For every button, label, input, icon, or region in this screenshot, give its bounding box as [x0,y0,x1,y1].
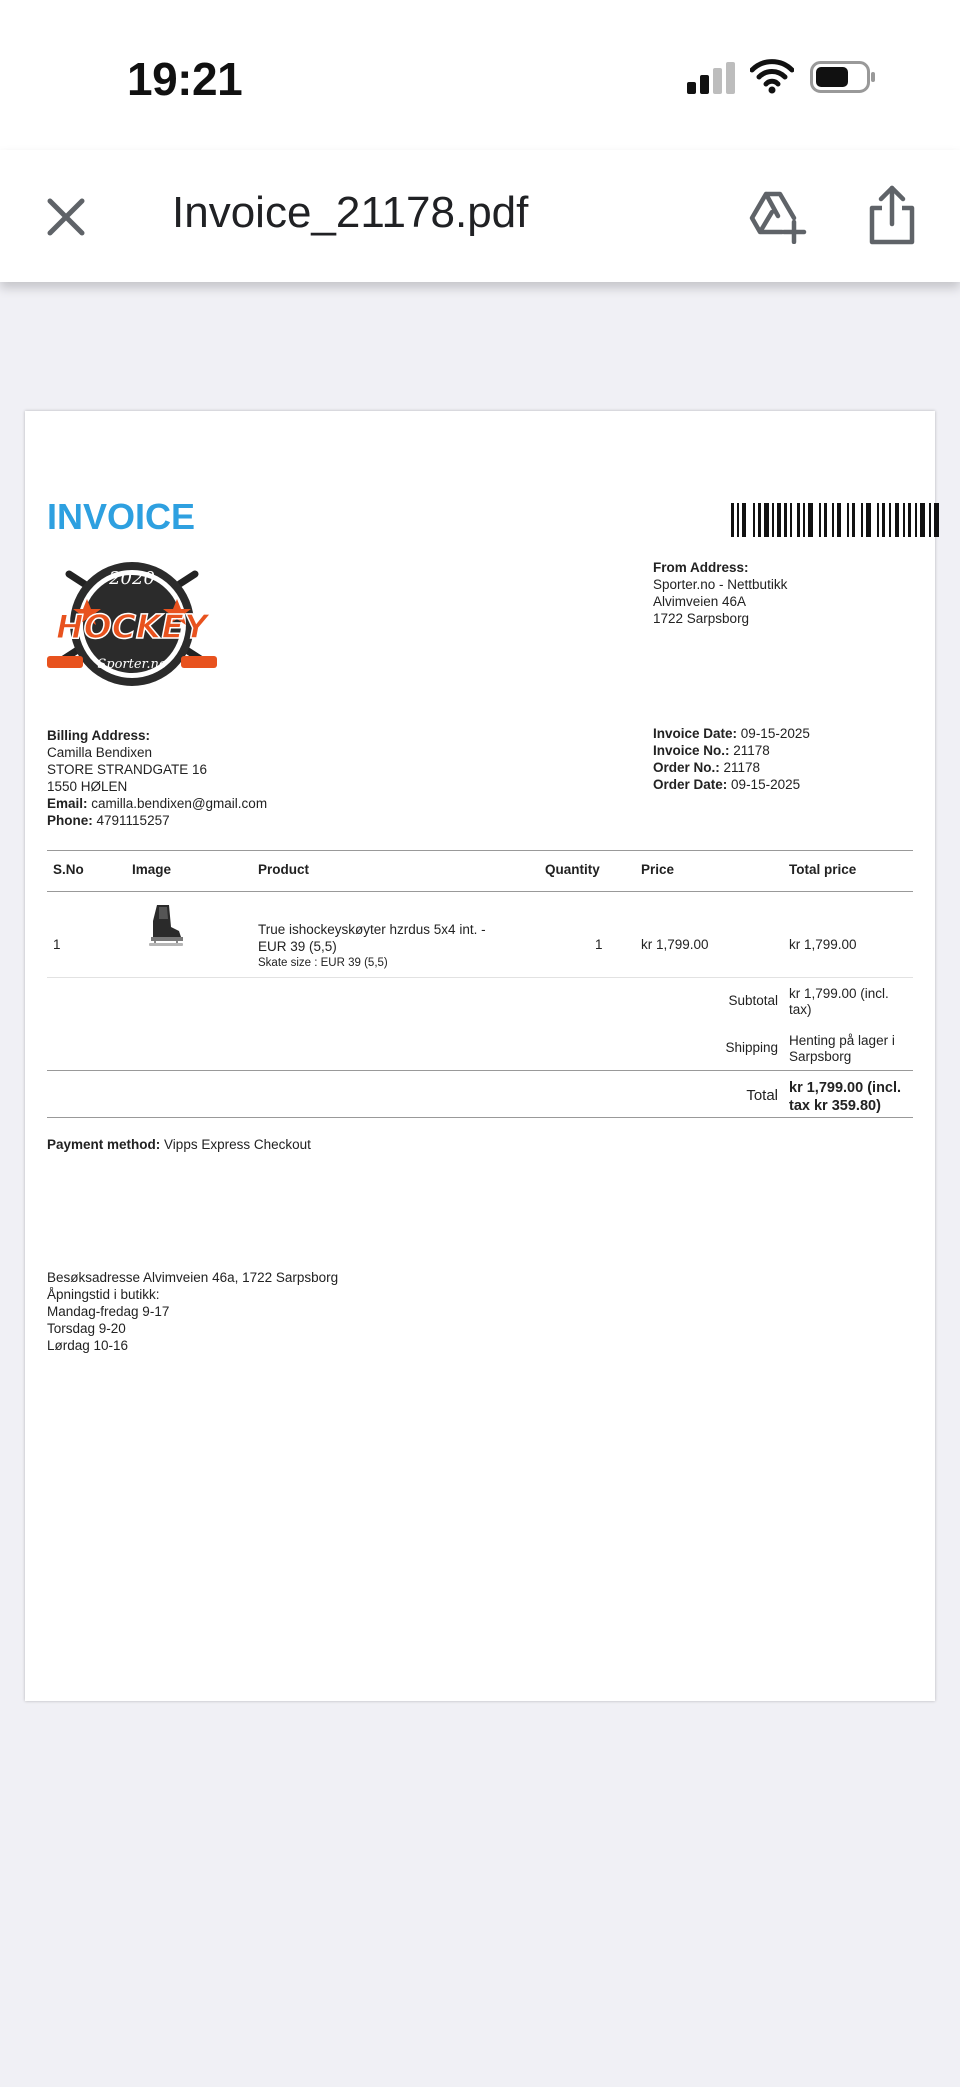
invoice-meta [653,725,913,793]
logo-site: Sporter.no [97,657,167,672]
invoice-heading: INVOICE [47,496,196,537]
battery-icon [810,61,876,93]
payment-value: Vipps Express Checkout [164,1137,311,1152]
table-row [47,905,913,975]
total-label: Total [746,1087,778,1104]
subtotal-value [789,986,913,1018]
barcode [731,503,939,537]
row-price: kr 1,799.00 [641,937,709,952]
product-name-line1: True ishockeyskøyter hzrdus 5x4 int. - [258,922,486,937]
invoice-date: 09-15-2025 [740,726,810,741]
close-icon[interactable] [44,195,88,239]
billing-name: Camilla Bendixen [47,745,153,760]
from-label: From Address: [653,560,749,575]
shipping-label: Shipping [725,1040,778,1055]
footer-hours-weekdays: Mandag-fredag 9-17 [47,1304,170,1319]
header-total-price: Total price [789,862,857,877]
order-date-label: Order Date: [653,777,728,792]
invoice-no-label: Invoice No.: [653,743,730,758]
email-label: Email: [47,796,88,811]
shipping-value [789,1033,913,1065]
row-quantity: 1 [595,937,603,952]
footer-hours-thursday: Torsdag 9-20 [47,1321,126,1336]
billing-street: STORE STRANDGATE 16 [47,762,208,777]
total-rule [47,1117,913,1118]
wifi-icon [750,58,794,94]
footer-hours-label: Åpningstid i butikk: [47,1287,160,1302]
billing-label: Billing Address: [47,728,151,743]
row-total: kr 1,799.00 [789,937,857,952]
pdf-page [25,411,935,1701]
header-price: Price [641,862,675,877]
row-product[interactable] [258,921,486,972]
billing-email: camilla.bendixen@gmail.com [91,796,268,811]
from-address [653,559,913,627]
billing-city: 1550 HØLEN [47,779,128,794]
pdf-viewer-toolbar [0,150,960,282]
phone-label: Phone: [47,813,93,828]
cellular-signal-icon [687,62,735,94]
status-time: 19:21 [127,53,243,105]
row-divider [47,977,913,978]
order-no: 21178 [723,760,761,775]
order-date: 09-15-2025 [731,777,801,792]
hockey-logo [45,554,220,694]
billing-address [47,727,447,829]
subtotal-line2: tax) [789,1002,812,1017]
row-sno: 1 [53,937,61,952]
shipping-line2: Sarpsborg [789,1049,852,1064]
table-header [47,862,913,884]
logo-word: HOCKEY [56,607,208,646]
footer-hours-saturday: Lørdag 10-16 [47,1338,129,1353]
table-header-rule [47,891,913,892]
header-product: Product [258,862,310,877]
summary-rule [47,1070,913,1071]
document-title: Invoice_21178.pdf [172,188,529,237]
header-image: Image [132,862,172,877]
order-no-label: Order No.: [653,760,720,775]
product-name-line2: EUR 39 (5,5) [258,939,337,954]
total-line1: kr 1,799.00 (incl. [789,1080,902,1096]
subtotal-line1: kr 1,799.00 (incl. [789,986,889,1001]
product-variant: Skate size : EUR 39 (5,5) [258,957,388,969]
from-line2: Alvimveien 46A [653,594,747,609]
total-line2: tax kr 359.80) [789,1098,881,1114]
footer-address: Besøksadresse Alvimveien 46a, 1722 Sarpsborg [47,1270,339,1285]
add-to-drive-icon[interactable] [748,188,808,244]
shipping-line1: Henting på lager i [789,1033,895,1048]
store-info-footer [47,1269,547,1354]
payment-label: Payment method: [47,1137,161,1152]
invoice-date-label: Invoice Date: [653,726,738,741]
header-sno: S.No [53,862,84,877]
payment-method [47,1137,311,1152]
header-quantity: Quantity [545,862,600,877]
billing-phone: 4791115257 [96,813,170,828]
status-bar [0,0,960,150]
logo-year: 2020 [109,568,155,589]
table-top-rule [47,850,913,851]
subtotal-label: Subtotal [728,993,778,1008]
total-value [789,1079,913,1115]
invoice-no: 21178 [733,743,770,758]
from-line3: 1722 Sarpsborg [653,611,750,626]
from-line1: Sporter.no - Nettbutikk [653,577,788,592]
share-icon[interactable] [866,184,918,248]
